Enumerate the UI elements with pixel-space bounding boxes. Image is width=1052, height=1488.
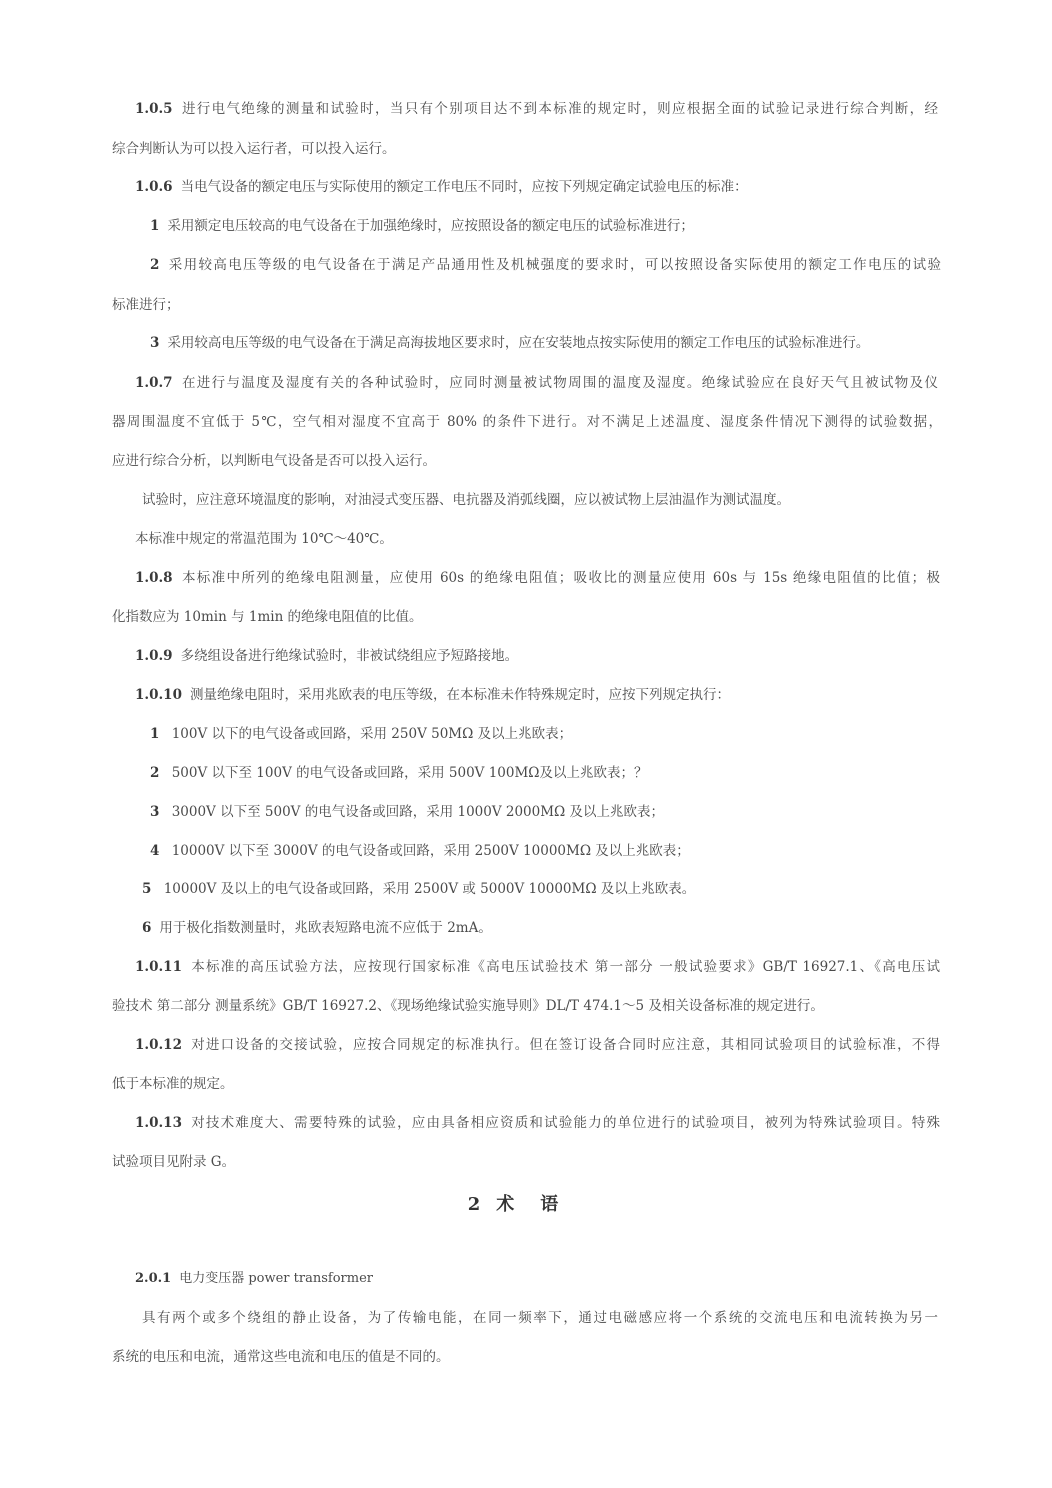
clause-number: 1.0.6 [135,179,173,195]
definition-text: 具有两个或多个绕组的静止设备，为了传输电能，在同一频率下，通过电磁感应将一个系统的交流电压和电流转换为另一 [142,1310,938,1326]
item-number: 2 [150,257,160,273]
item-text: 用于极化指数测量时，兆欧表短路电流不应低于 2mA。 [159,920,492,936]
clause-number: 1.0.11 [135,959,182,975]
clause-1-0-8-line-1 [135,568,940,588]
clause-text: 本标准的高压试验方法，应按现行国家标准《高电压试验技术 第一部分 一般试验要求》GB/T 16927.1、《高电压试 [189,959,940,975]
item-text: 100V 以下的电气设备或回路，采用 250V 50MΩ 及以上兆欧表； [167,726,573,742]
paragraph-text: 试验时，应注意环境温度的影响，对油浸式变压器、电抗器及消弧线圈，应以被试物上层油温作为测试温度。 [142,492,790,508]
clause-1-0-6 [135,177,965,197]
clause-text: 进行电气绝缘的测量和试验时，当只有个别项目达不到本标准的规定时，则应根据全面的试验记录进行综合判断，经 [180,101,938,117]
clause-text: 器周围温度不宜低于 5℃，空气相对湿度不宜高于 80% 的条件下进行。对不满足上述温度、湿度条件情况下测得的试验数据， [112,414,942,430]
section-title: 术语 [496,1194,585,1215]
term-2-0-1 [135,1269,965,1289]
item-number: 6 [142,920,152,936]
clause-number: 1.0.10 [135,687,182,703]
clause-1-0-7-line-2 [112,412,942,432]
clause-1-0-5-line-2 [112,139,942,159]
item-text: 500V 以下至 100V 的电气设备或回路，采用 500V 100MΩ及以上兆欧表；？ [167,765,648,781]
clause-number: 1.0.9 [135,648,173,664]
megger-item-3 [150,802,980,822]
item-number: 3 [150,335,160,351]
clause-text: 低于本标准的规定。 [112,1076,234,1092]
term-definition-line-2 [112,1347,942,1367]
clause-text: 对进口设备的交接试验，应按合同规定的标准执行。但在签订设备合同时应注意，其相同试验项目的试验标准，不得 [189,1037,940,1053]
item-number: 2 [150,765,160,781]
paragraph-test-temperature [142,490,972,510]
item-text: 10000V 以下至 3000V 的电气设备或回路，采用 2500V 10000MΩ 及以上兆欧表； [167,843,690,859]
clause-text: 在进行与温度及湿度有关的各种试验时，应同时测量被试物周围的温度及湿度。绝缘试验应在良好天气且被试物及仪 [180,375,938,391]
item-number: 4 [150,843,160,859]
section-heading [0,1190,1052,1216]
clause-1-0-5-line-1 [135,99,938,119]
clause-1-0-12-line-1 [135,1035,940,1055]
clause-number: 1.0.7 [135,375,173,391]
megger-item-5 [142,879,972,899]
item-text: 10000V 及以上的电气设备或回路，采用 2500V 或 5000V 10000MΩ 及以上兆欧表。 [159,881,696,897]
megger-item-4 [150,841,980,861]
item-text: 3000V 以下至 500V 的电气设备或回路，采用 1000V 2000MΩ 及以上兆欧表； [167,804,665,820]
clause-text: 化指数应为 10min 与 1min 的绝缘电阻值的比值。 [112,609,423,625]
clause-text: 对技术难度大、需要特殊的试验，应由具备相应资质和试验能力的单位进行的试验项目，被列为特殊试验项目。特殊 [189,1115,940,1131]
paragraph-normal-temperature [135,529,965,549]
term-definition-line-1 [142,1308,938,1328]
section-number: 2 [467,1194,483,1215]
clause-number: 1.0.8 [135,570,173,586]
list-item-1 [150,216,980,236]
clause-text: 试验项目见附录 G。 [112,1154,236,1170]
clause-1-0-7-line-1 [135,373,938,393]
megger-item-2 [150,763,980,783]
item-number: 1 [150,726,160,742]
term-text: 电力变压器 power transformer [179,1271,373,1286]
megger-item-1 [150,724,980,744]
clause-number: 1.0.13 [135,1115,182,1131]
list-item-2-line-2 [112,295,942,315]
clause-1-0-8-line-2 [112,607,942,627]
item-number: 3 [150,804,160,820]
clause-1-0-10 [135,685,965,705]
clause-text: 本标准中所列的绝缘电阻测量，应使用 60s 的绝缘电阻值；吸收比的测量应使用 60s 与 15s 绝缘电阻值的比值；极 [180,570,940,586]
clause-text: 测量绝缘电阻时，采用兆欧表的电压等级，在本标准未作特殊规定时，应按下列规定执行： [189,687,730,703]
clause-text: 应进行综合分析，以判断电气设备是否可以投入运行。 [112,453,436,469]
clause-text: 验技术 第二部分 测量系统》GB/T 16927.2、《现场绝缘试验实施导则》DL/T 474.1～5 及相关设备标准的规定进行。 [112,998,824,1014]
clause-number: 1.0.12 [135,1037,182,1053]
item-text: 采用较高电压等级的电气设备在于满足产品通用性及机械强度的要求时，可以按照设备实际使用的额定工作电压的试验 [167,257,941,273]
item-number: 1 [150,218,160,234]
clause-text: 多绕组设备进行绝缘试验时，非被试绕组应予短路接地。 [180,648,519,664]
clause-1-0-11-line-2 [112,996,942,1016]
clause-text: 综合判断认为可以投入运行者，可以投入运行。 [112,141,396,157]
list-item-2-line-1 [150,255,941,275]
item-text: 标准进行； [112,297,180,313]
clause-1-0-7-line-3 [112,451,942,471]
definition-text: 系统的电压和电流，通常这些电流和电压的值是不同的。 [112,1349,450,1365]
clause-1-0-13-line-2 [112,1152,942,1172]
term-number: 2.0.1 [135,1271,172,1286]
megger-item-6 [142,918,972,938]
item-text: 采用额定电压较高的电气设备在于加强绝缘时，应按照设备的额定电压的试验标准进行； [167,218,694,234]
item-text: 采用较高电压等级的电气设备在于满足高海拔地区要求时，应在安装地点按实际使用的额定工作电压的试验标准进行。 [167,335,870,351]
clause-text: 当电气设备的额定电压与实际使用的额定工作电压不同时，应按下列规定确定试验电压的标准： [180,179,748,195]
clause-1-0-11-line-1 [135,957,940,977]
item-number: 5 [142,881,152,897]
list-item-3 [150,333,980,353]
clause-1-0-13-line-1 [135,1113,940,1133]
paragraph-text: 本标准中规定的常温范围为 10℃～40℃。 [135,531,393,547]
clause-1-0-12-line-2 [112,1074,942,1094]
clause-1-0-9 [135,646,965,666]
clause-number: 1.0.5 [135,101,173,117]
